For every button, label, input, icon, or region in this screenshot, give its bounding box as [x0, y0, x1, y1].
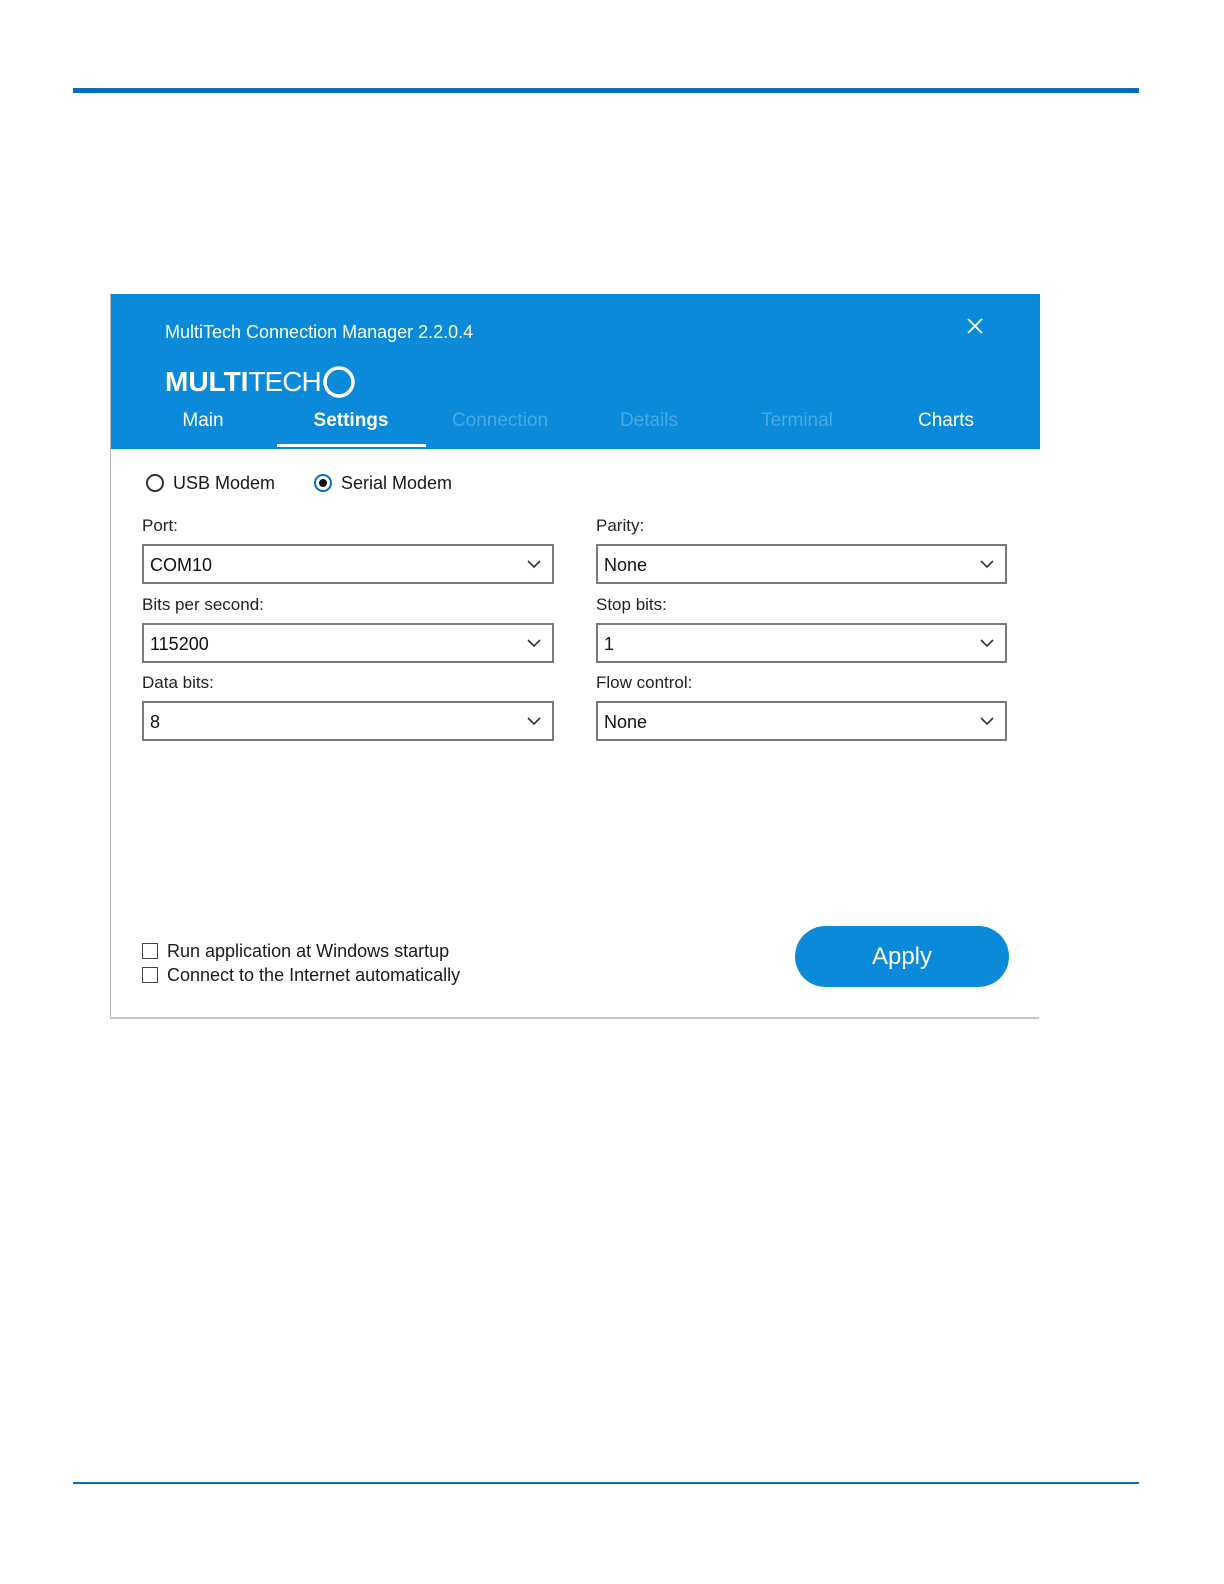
tab-charts[interactable]: Charts [918, 410, 974, 431]
port-label: Port: [142, 516, 178, 535]
data-bits-label: Data bits: [142, 673, 214, 692]
data-bits-select[interactable] [142, 701, 554, 741]
tab-bar [111, 406, 1040, 449]
app-header [111, 294, 1040, 449]
tab-details: Details [619, 410, 679, 431]
apply-button[interactable]: Apply [795, 926, 1009, 987]
parity-label: Parity: [596, 516, 645, 535]
ring-icon [323, 366, 355, 398]
chevron-down-icon [526, 715, 542, 727]
port-value: COM10 [150, 555, 213, 575]
app-window [110, 294, 1039, 1019]
usb-modem-radio[interactable] [146, 470, 275, 496]
close-button[interactable] [963, 314, 987, 338]
page-bottom-rule [73, 1482, 1139, 1484]
serial-modem-label: Serial Modem [341, 472, 453, 493]
chevron-down-icon [979, 715, 995, 727]
port-select[interactable] [142, 544, 554, 584]
checkbox-box [142, 943, 158, 959]
bits-per-second-select[interactable] [142, 623, 554, 663]
tab-connection: Connection [451, 410, 549, 431]
tab-terminal: Terminal [761, 410, 833, 431]
stop-bits-select[interactable] [596, 623, 1007, 663]
radio-circle [146, 474, 164, 492]
stop-bits-value: 1 [604, 634, 615, 654]
close-icon [963, 314, 987, 338]
auto-connect-label: Connect to the Internet automatically [167, 964, 461, 985]
checkbox-box [142, 967, 158, 983]
logo-text-thin: TECH [248, 366, 321, 397]
window-title: MultiTech Connection Manager 2.2.0.4 [165, 322, 474, 342]
tab-settings[interactable]: Settings [313, 410, 389, 431]
usb-modem-label: USB Modem [173, 472, 276, 493]
tab-main[interactable]: Main [182, 410, 224, 431]
run-at-startup-checkbox[interactable] [142, 940, 449, 962]
chevron-down-icon [979, 637, 995, 649]
chevron-down-icon [979, 558, 995, 570]
parity-value: None [604, 555, 648, 575]
page-top-rule [73, 88, 1139, 93]
multitech-logo [165, 362, 355, 402]
auto-connect-checkbox[interactable] [142, 964, 460, 986]
data-bits-value: 8 [150, 712, 161, 732]
radio-circle-selected [314, 474, 332, 492]
stop-bits-label: Stop bits: [596, 595, 667, 614]
run-at-startup-label: Run application at Windows startup [167, 940, 450, 961]
serial-modem-radio[interactable] [314, 470, 452, 496]
bits-per-second-label: Bits per second: [142, 595, 264, 614]
chevron-down-icon [526, 637, 542, 649]
flow-control-select[interactable] [596, 701, 1007, 741]
chevron-down-icon [526, 558, 542, 570]
active-tab-indicator [277, 444, 426, 447]
flow-control-value: None [604, 712, 648, 732]
flow-control-label: Flow control: [596, 673, 693, 692]
bits-per-second-value: 115200 [150, 634, 209, 654]
logo-text-bold: MULTI [165, 366, 249, 397]
parity-select[interactable] [596, 544, 1007, 584]
